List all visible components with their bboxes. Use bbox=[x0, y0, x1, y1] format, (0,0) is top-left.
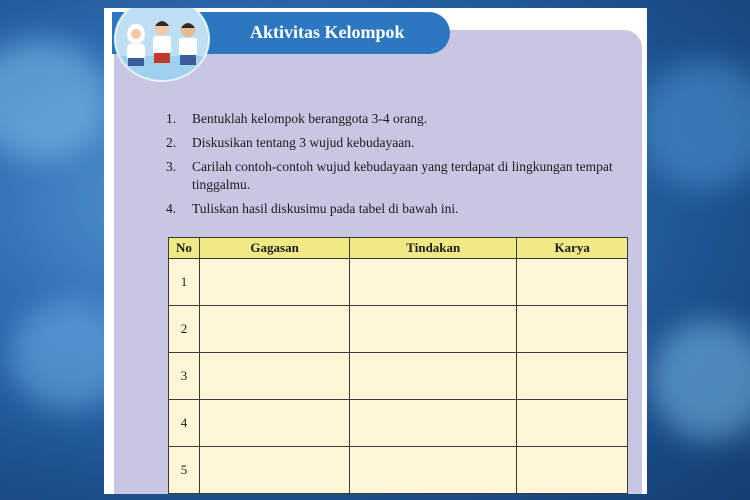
column-header-karya: Karya bbox=[517, 238, 628, 259]
textbook-page bbox=[104, 8, 647, 494]
table-row bbox=[169, 259, 628, 306]
instruction-item bbox=[166, 200, 636, 218]
instruction-text: Carilah contoh-contoh wujud kebudayaan yang terdapat di lingkungan tempat tinggalmu. bbox=[192, 159, 613, 192]
background-blob bbox=[0, 40, 110, 160]
table-row bbox=[169, 306, 628, 353]
cell-gagasan[interactable] bbox=[200, 447, 350, 494]
row-number: 2 bbox=[169, 306, 200, 353]
cell-tindakan[interactable] bbox=[350, 447, 517, 494]
section-title: Aktivitas Kelompok bbox=[250, 22, 405, 42]
row-number: 1 bbox=[169, 259, 200, 306]
instruction-item bbox=[166, 110, 636, 128]
column-header-no: No bbox=[169, 238, 200, 259]
cell-tindakan[interactable] bbox=[350, 400, 517, 447]
table-row bbox=[169, 400, 628, 447]
cell-gagasan[interactable] bbox=[200, 259, 350, 306]
cell-karya[interactable] bbox=[517, 447, 628, 494]
instruction-text: Bentuklah kelompok beranggota 3-4 orang. bbox=[192, 111, 428, 126]
instruction-number: 4. bbox=[166, 201, 177, 216]
table-row bbox=[169, 447, 628, 494]
cell-tindakan[interactable] bbox=[350, 353, 517, 400]
cell-gagasan[interactable] bbox=[200, 400, 350, 447]
instruction-text: Tuliskan hasil diskusimu pada tabel di bawah ini. bbox=[192, 201, 459, 216]
instruction-text: Diskusikan tentang 3 wujud kebudayaan. bbox=[192, 135, 415, 150]
instruction-list bbox=[166, 110, 636, 224]
instruction-item bbox=[166, 158, 636, 194]
cell-karya[interactable] bbox=[517, 353, 628, 400]
cell-tindakan[interactable] bbox=[350, 259, 517, 306]
instruction-number: 2. bbox=[166, 135, 177, 150]
background-blob bbox=[640, 60, 750, 190]
row-number: 4 bbox=[169, 400, 200, 447]
cell-gagasan[interactable] bbox=[200, 353, 350, 400]
instruction-number: 1. bbox=[166, 111, 177, 126]
cell-karya[interactable] bbox=[517, 400, 628, 447]
cell-gagasan[interactable] bbox=[200, 306, 350, 353]
students-icon bbox=[116, 8, 208, 80]
table-header-row bbox=[169, 238, 628, 259]
instruction-number: 3. bbox=[166, 159, 177, 174]
table-row bbox=[169, 353, 628, 400]
background-blob bbox=[650, 320, 750, 440]
instruction-item bbox=[166, 134, 636, 152]
activity-panel bbox=[114, 30, 642, 494]
column-header-tindakan: Tindakan bbox=[350, 238, 517, 259]
row-number: 5 bbox=[169, 447, 200, 494]
row-number: 3 bbox=[169, 353, 200, 400]
cell-tindakan[interactable] bbox=[350, 306, 517, 353]
activity-table bbox=[168, 237, 628, 494]
column-header-gagasan: Gagasan bbox=[200, 238, 350, 259]
cell-karya[interactable] bbox=[517, 259, 628, 306]
cell-karya[interactable] bbox=[517, 306, 628, 353]
